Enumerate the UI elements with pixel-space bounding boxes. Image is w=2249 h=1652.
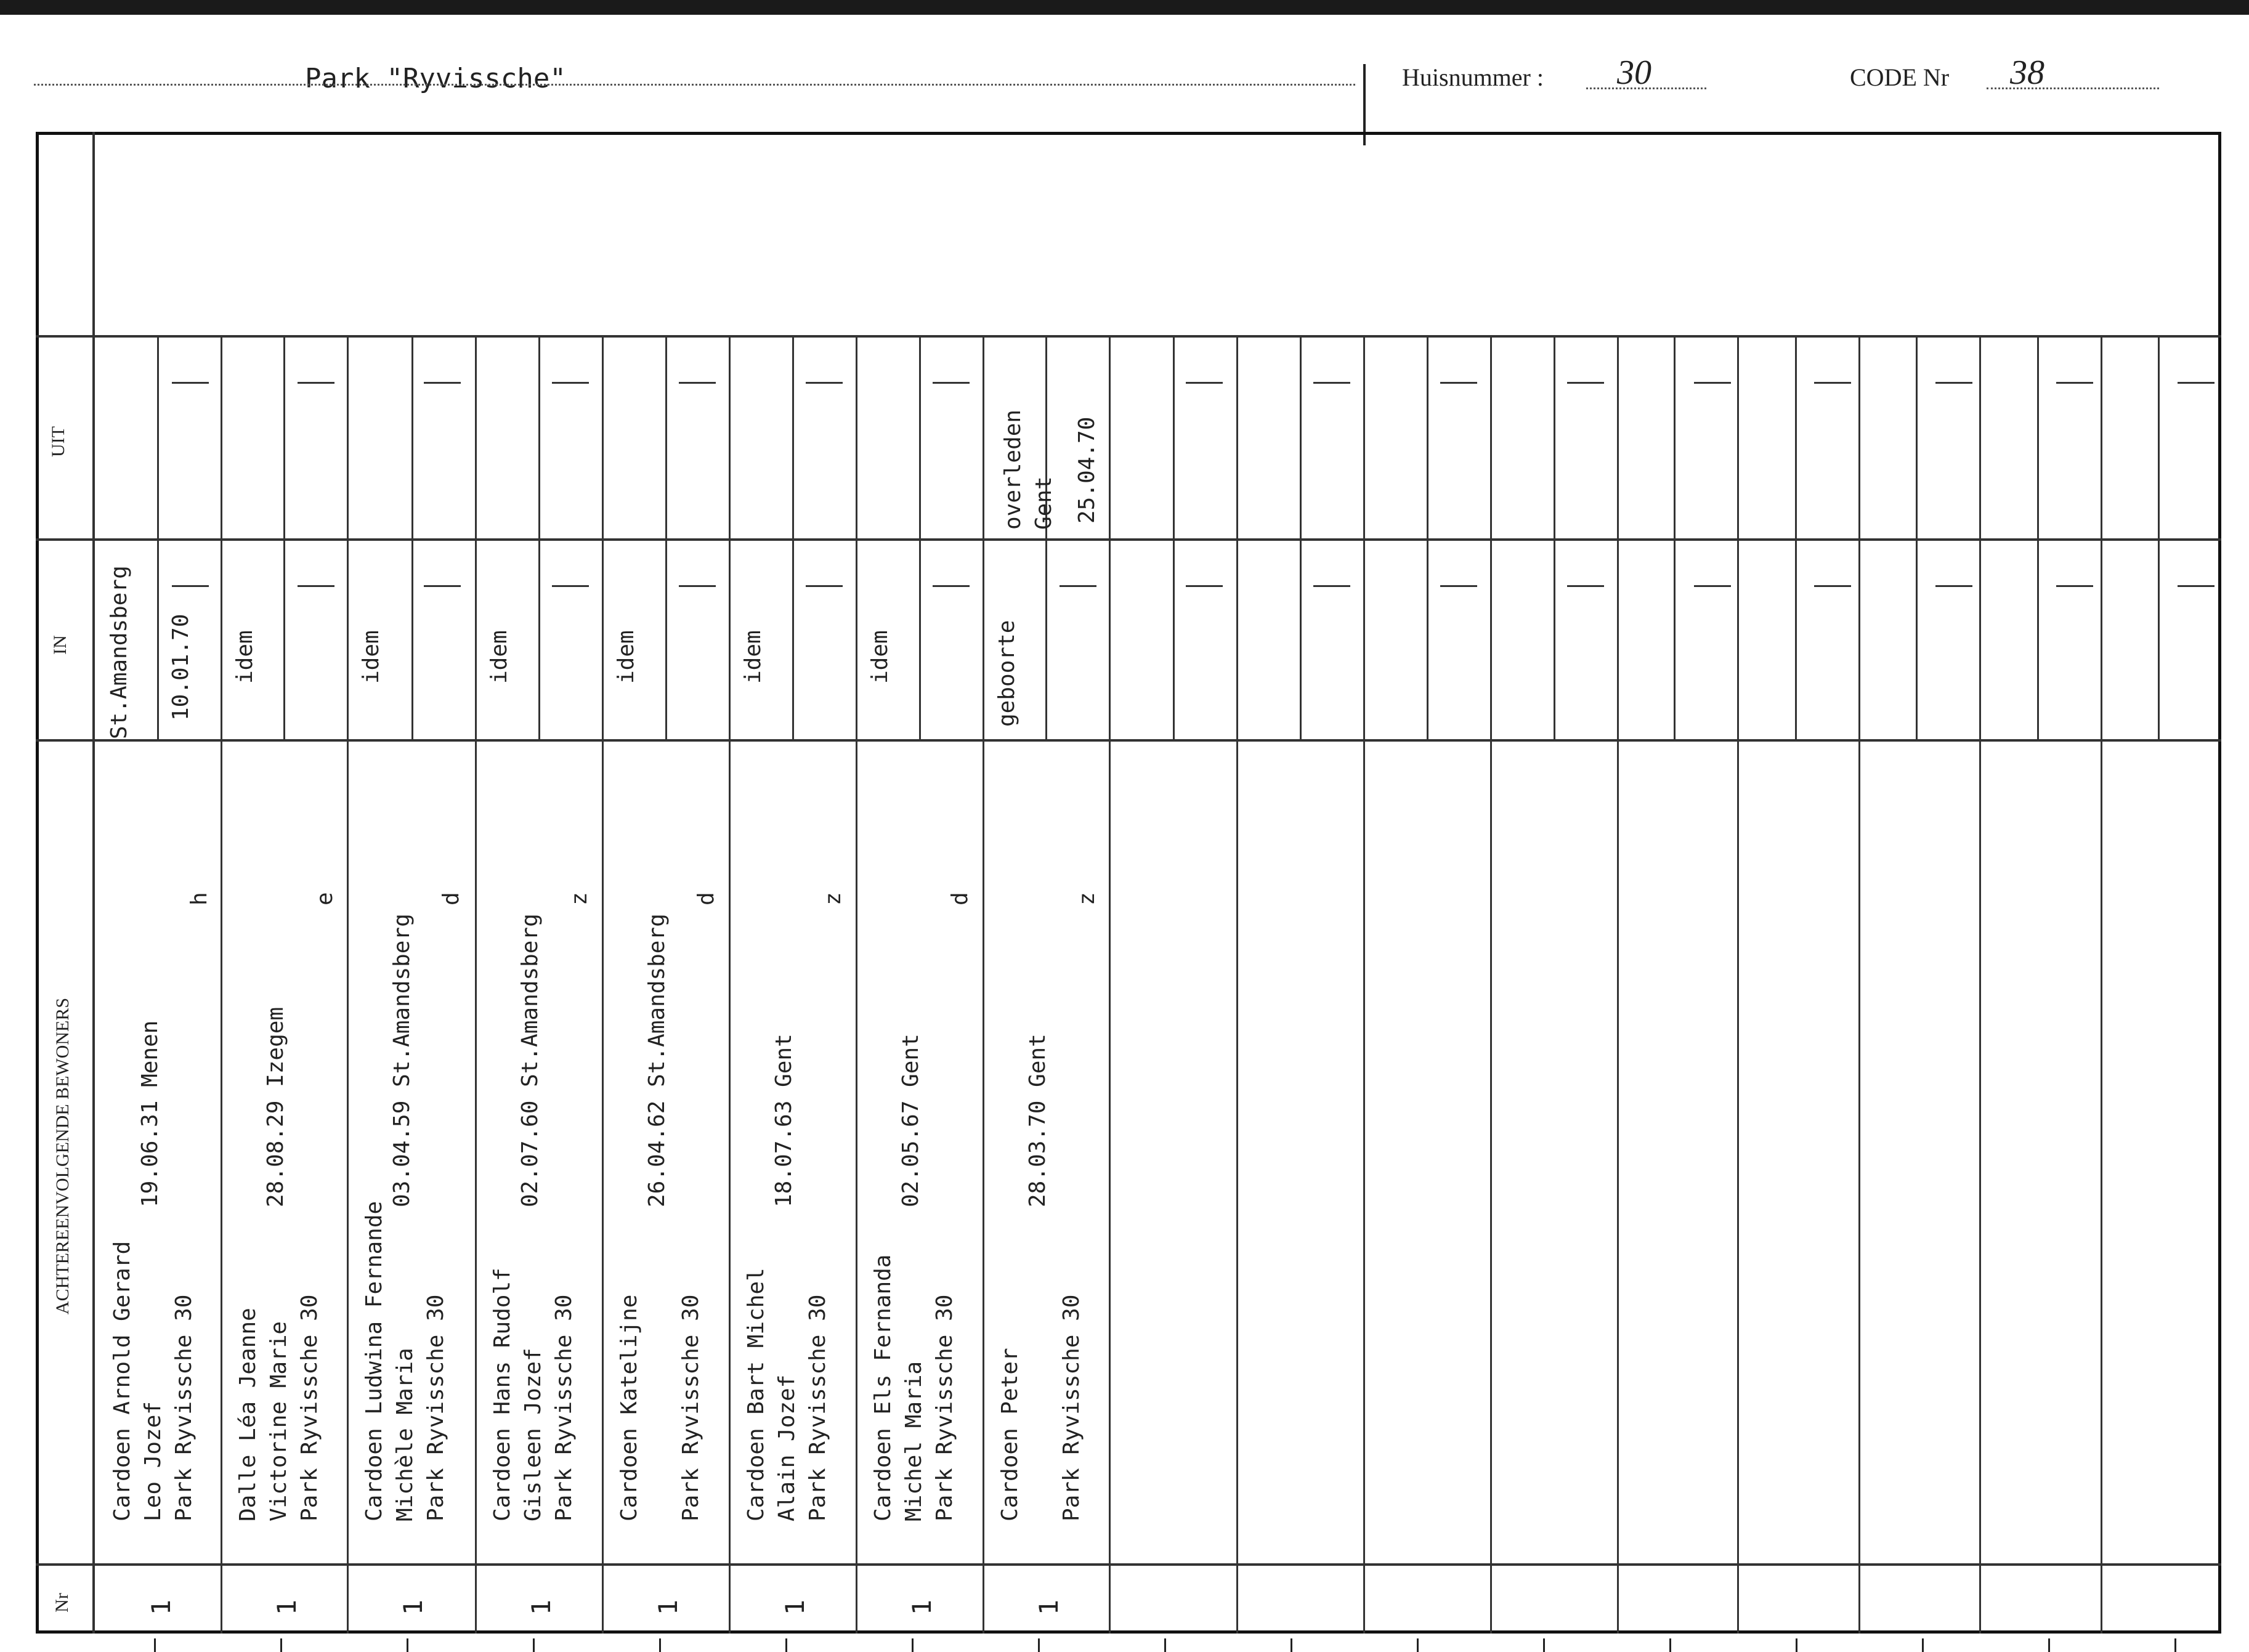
empty-uit-dash [1186, 382, 1223, 384]
resident-name-line-2: Alain Jozef [774, 1374, 800, 1521]
resident-name-line-2: Victorine Marie [266, 1321, 291, 1521]
empty-uit-dash [806, 382, 843, 384]
resident-address: Park Ryvissche 30 [423, 1294, 448, 1521]
empty-uit-dash [1694, 382, 1731, 384]
resident-status-code: d [694, 892, 719, 905]
resident-name-line-1: Cardoen Peter [997, 1348, 1023, 1521]
column-divider [1363, 335, 1365, 1634]
bottom-tick [1164, 1638, 1166, 1652]
empty-uit-dash [1935, 382, 1972, 384]
empty-uit-dash [2178, 382, 2215, 384]
column-divider [221, 335, 222, 1634]
label-column-divider [92, 132, 95, 1634]
subcolumn-divider [1674, 335, 1676, 739]
empty-in-dash [424, 585, 461, 587]
empty-uit-dash [1440, 382, 1477, 384]
resident-nr: 1 [907, 1599, 938, 1616]
column-divider [856, 335, 857, 1634]
subcolumn-divider [157, 335, 159, 739]
empty-uit-dash [1313, 382, 1350, 384]
subcolumn-divider [1300, 335, 1302, 739]
street-dotted-line [34, 84, 1355, 86]
empty-in-dash [1313, 585, 1350, 587]
section-label-uit: UIT [47, 426, 68, 457]
in-place: idem [487, 630, 512, 684]
empty-uit-dash [424, 382, 461, 384]
out-place: overleden Gent [1000, 409, 1056, 530]
column-divider [2101, 335, 2102, 1634]
resident-address: Park Ryvissche 30 [297, 1294, 322, 1521]
resident-status-code: z [821, 892, 846, 905]
house-number-dots [1586, 87, 1706, 89]
empty-uit-dash [679, 382, 716, 384]
resident-nr: 1 [780, 1599, 811, 1616]
section-label-nr: Nr [51, 1593, 72, 1613]
resident-nr: 1 [1034, 1599, 1064, 1616]
empty-in-dash [1440, 585, 1477, 587]
code-number-dots [1987, 87, 2159, 89]
bottom-tick [1291, 1638, 1292, 1652]
empty-in-dash [1060, 585, 1096, 587]
bottom-tick [1543, 1638, 1545, 1652]
empty-in-dash [933, 585, 970, 587]
resident-address: Park Ryvissche 30 [171, 1294, 197, 1521]
resident-name-line-1: Cardoen Katelijne [617, 1294, 642, 1521]
column-divider [347, 335, 349, 1634]
resident-name-line-1: Cardoen Arnold Gerard [110, 1241, 135, 1521]
card-header [0, 15, 2249, 132]
subcolumn-divider [919, 335, 921, 739]
column-divider [1236, 335, 1238, 1634]
bottom-tick [154, 1638, 156, 1652]
in-place: idem [359, 630, 384, 684]
resident-status-code: e [312, 892, 338, 905]
section-line-nr-top [36, 1563, 2221, 1566]
resident-status-code: h [187, 892, 212, 905]
resident-nr: 1 [146, 1599, 177, 1616]
subcolumn-divider [1554, 335, 1555, 739]
in-place: idem [232, 630, 257, 684]
resident-name-line-1: Cardoen Hans Rudolf [490, 1268, 515, 1521]
resident-address: Park Ryvissche 30 [678, 1294, 703, 1521]
bottom-tick [2174, 1638, 2176, 1652]
bottom-tick [533, 1638, 535, 1652]
section-line-in-top [36, 538, 2221, 541]
house-number-value: 30 [1617, 54, 1651, 92]
bottom-tick [1038, 1638, 1040, 1652]
section-line-uit-top [36, 335, 2221, 338]
empty-in-dash [1694, 585, 1731, 587]
column-divider [602, 335, 604, 1634]
resident-birth: 03.04.59 St.Amandsberg [389, 913, 415, 1207]
resident-name-line-2: Michel Maria [901, 1361, 926, 1521]
empty-uit-dash [552, 382, 589, 384]
code-number-value: 38 [2010, 54, 2044, 92]
subcolumn-divider [665, 335, 667, 739]
empty-in-dash [1567, 585, 1604, 587]
resident-birth: 28.03.70 Gent [1025, 1034, 1050, 1207]
empty-in-dash [1186, 585, 1223, 587]
empty-uit-dash [298, 382, 334, 384]
column-divider [475, 335, 477, 1634]
subcolumn-divider [792, 335, 794, 739]
top-scan-band [0, 0, 2249, 15]
in-place: idem [740, 630, 766, 684]
resident-status-code: d [439, 892, 464, 905]
resident-birth: 02.05.67 Gent [898, 1034, 923, 1207]
resident-name-line-2: Leo Jozef [140, 1401, 166, 1521]
column-divider [983, 335, 984, 1634]
resident-birth: 28.08.29 Izegem [263, 1006, 288, 1207]
resident-name-line-1: Dalle Léa Jeanne [235, 1308, 261, 1521]
empty-in-dash [552, 585, 589, 587]
column-divider [1109, 335, 1111, 1634]
empty-uit-dash [2056, 382, 2093, 384]
resident-status-code: z [567, 892, 592, 905]
code-number-label: CODE Nr [1850, 63, 1950, 91]
resident-address: Park Ryvissche 30 [551, 1294, 577, 1521]
resident-status-code: d [947, 892, 973, 905]
empty-uit-dash [1567, 382, 1604, 384]
column-divider [1858, 335, 1860, 1634]
resident-name-line-2: Michèle Maria [392, 1348, 418, 1521]
column-divider [1617, 335, 1619, 1634]
section-label-residents: ACHTEREENVOLGENDE BEWONERS [52, 997, 73, 1315]
subcolumn-divider [283, 335, 285, 739]
resident-birth: 02.07.60 St.Amandsberg [517, 913, 543, 1207]
bottom-tick [785, 1638, 787, 1652]
column-divider [729, 335, 731, 1634]
section-label-in: IN [49, 635, 70, 655]
empty-in-dash [1935, 585, 1972, 587]
resident-nr: 1 [526, 1599, 557, 1616]
subcolumn-divider [1173, 335, 1175, 739]
bottom-tick [1417, 1638, 1419, 1652]
empty-in-dash [679, 585, 716, 587]
column-divider [1979, 335, 1981, 1634]
bottom-tick [659, 1638, 661, 1652]
resident-address: Park Ryvissche 30 [805, 1294, 830, 1521]
subcolumn-divider [2158, 335, 2160, 739]
in-place: idem [867, 630, 893, 684]
empty-in-dash [806, 585, 843, 587]
column-divider [1737, 335, 1739, 1634]
in-place: idem [614, 630, 639, 684]
resident-address: Park Ryvissche 30 [932, 1294, 957, 1521]
subcolumn-divider [411, 335, 413, 739]
bottom-tick [1796, 1638, 1797, 1652]
column-divider [1490, 335, 1492, 1634]
bottom-tick [1922, 1638, 1924, 1652]
subcolumn-divider [2037, 335, 2039, 739]
bottom-tick [2048, 1638, 2050, 1652]
in-place: geboorte [994, 620, 1019, 727]
bottom-tick [912, 1638, 914, 1652]
resident-address: Park Ryvissche 30 [1059, 1294, 1084, 1521]
empty-uit-dash [172, 382, 209, 384]
house-number-label: Huisnummer : [1402, 63, 1544, 91]
resident-nr: 1 [398, 1599, 429, 1616]
street-name: Park "Ryvissche" [305, 63, 566, 94]
out-date: 25.04.70 [1074, 416, 1100, 524]
bottom-tick [1669, 1638, 1671, 1652]
resident-name-line-1: Cardoen Ludwina Fernande [362, 1201, 387, 1521]
empty-uit-dash [1814, 382, 1851, 384]
empty-in-dash [172, 585, 209, 587]
resident-nr: 1 [272, 1599, 302, 1616]
empty-in-dash [2056, 585, 2093, 587]
subcolumn-divider [1795, 335, 1797, 739]
resident-birth: 26.04.62 St.Amandsberg [644, 913, 670, 1207]
bottom-tick [407, 1638, 408, 1652]
empty-in-dash [1814, 585, 1851, 587]
resident-birth: 19.06.31 Menen [137, 1020, 163, 1207]
bottom-tick [280, 1638, 282, 1652]
subcolumn-divider [1427, 335, 1428, 739]
resident-name-line-2: Gisleen Jozef [521, 1348, 546, 1521]
in-place: St.Amandsberg [107, 565, 132, 739]
empty-uit-dash [933, 382, 970, 384]
in-date: 10.01.70 [168, 613, 193, 721]
empty-in-dash [298, 585, 334, 587]
resident-birth: 18.07.63 Gent [771, 1034, 796, 1207]
resident-status-code: z [1074, 892, 1100, 905]
subcolumn-divider [1916, 335, 1918, 739]
section-line-residents-top [36, 739, 2221, 742]
empty-in-dash [2178, 585, 2215, 587]
resident-name-line-1: Cardoen Els Fernanda [870, 1254, 896, 1521]
resident-nr: 1 [653, 1599, 684, 1616]
resident-name-line-1: Cardoen Bart Michel [744, 1268, 769, 1521]
subcolumn-divider [538, 335, 540, 739]
